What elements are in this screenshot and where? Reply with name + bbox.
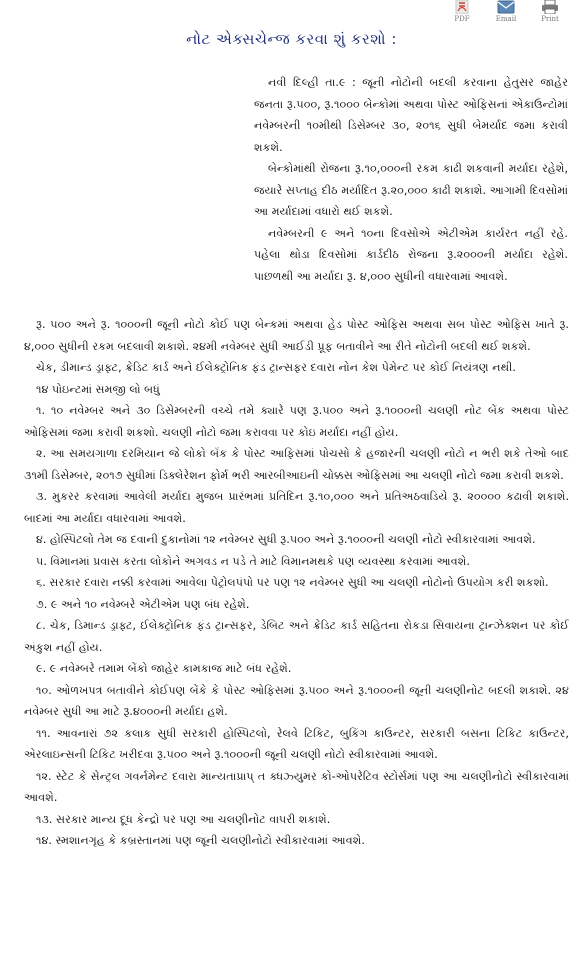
point-item: ૪. હોસ્પિટલો તેમ જ દવાની દુકાનોમાં ૧૨ નવેમ્બર સુધી રૂ.૫૦૦ અને રૂ.૧૦૦૦ની ચલણી નોટો સ્વીકારવામાં આવશે.	[36, 533, 536, 546]
email-icon	[497, 0, 515, 14]
point-item: ૮. ચેક, ડિમાન્ડ ડ્રાફ્ટ, ઈલેક્ટ્રોનિક ફંડ ટ્રાન્સફર, ડેબિટ અને ક્રેડિટ કાર્ડ સહિતના રોકડા સિવાયના ટ્રાન્ઝેક્શન પર કોઈ અંકુશ નહીં હોય.	[24, 619, 569, 654]
point-item: ૧૨. સ્ટેટ કે સેન્ટ્રલ ગવર્નમેન્ટ દવારા માન્યતાપ્રાપ્ ત ક્ધઝ્યુમર કો-ઓપરેટિવ સ્ટોર્સમાં પણ આ ચલણીનોટો સ્વીકારવામાં આવશે.	[24, 769, 569, 804]
section-heading: ૧૪ પોઇન્ટમાં સમજી લો બધું	[36, 382, 160, 396]
email-button[interactable]	[491, 0, 521, 23]
body-paragraph: ચેક, ડીમાન્ડ ડ્રાફ્ટ, ક્રેડિટ કાર્ડ અને ઈલેક્ટ્રોનિક ફંડ ટ્રાન્સફર દવારા નોન કેશ પેમેન્ટ પર કોઈ નિયંત્રણ નથી.	[36, 361, 516, 374]
body-paragraph: રૂ. ૫૦૦ અને રૂ. ૧૦૦૦ની જૂની નોટો કોઈ પણ બેન્કમાં અથવા હેડ પોસ્ટ ઓફિસ અથવા સબ પોસ્ટ ઓફિસ ખાતે રૂ. ૪,૦૦૦ સુધીની રકમ બદલાવી શકાશે. ૨૪મી નવેમ્બર સુધી આઈડી પ્રૂફ બતાવીને આ રીતે નોટોની બદલી થઈ શકશે.	[24, 318, 569, 353]
point-item: ૧૩. સરકાર માન્ય દૂધ કેન્દ્રો પર પણ આ ચલણીનોટ વાપરી શકાશે.	[36, 812, 331, 826]
article-toolbar	[447, 0, 565, 23]
print-icon	[541, 0, 559, 14]
point-item: ૭. ૯ અને ૧૦ નવેમ્બરે એટીએમ પણ બંધ રહેશે.	[36, 597, 250, 611]
point-item: ૯. ૯ નવેમ્બરે તમામ બેંકો જાહેર કામકાજ માટે બંધ રહેશે.	[36, 662, 292, 675]
print-label: Print	[541, 15, 559, 23]
pdf-button[interactable]	[447, 0, 477, 23]
point-item: ૧૪. સ્મશાનગૃહ કે કબ્રસ્તાનમાં પણ જૂની ચલણીનોટો સ્વીકારવામાં આવશે.	[36, 834, 365, 847]
point-item: ૧૧. આવનારાં ૭૨ કલાક સુધી સરકારી હોસ્પિટલો, રેલવે ટિકિટ, બુકિંગ કાઉન્ટર, સરકારી બસના ટિકિટ કાઉન્ટર, એરલાઇન્સની ટિકિટ ખરીદવા રૂ.૫૦૦ અને રૂ.૧૦૦૦ની જૂની ચલણી નોટો સ્વીકારવામાં આવશે.	[24, 726, 569, 761]
point-item: ૨. આ સમયગાળા દરમિયાન જે લોકો બૅંક કે પોસ્ટ આફિસમાં પોચસો કે હજારની ચલણી નોટો ન ભરી શકે તેઓ બાદ ૩૧મી ડિસેમ્બર, ૨૦૧૭ સુધીમાં ડિક્લેરેશન ફોર્મ ભરી આરબીઆઇની ચોક્કસ ઓફિસમાં આ ચલણી નોટો જમા કરાવી શકશે.	[24, 447, 569, 482]
point-item: ૧૦. ઓળખપત્ર બતાવીને કોઈપણ બેંકે કે પોસ્ટ ઓફિસમાં રૂ.૫૦૦ અને રૂ.૧૦૦૦ની જૂની ચલણીનોટ બદલી શકાશે. ૨૪ નવેમ્બર સુધી આ માટે રૂ.૪૦૦૦ની મર્યાદા હશે.	[24, 683, 569, 718]
point-item: ૫. વિમાનમાં પ્રવાસ કરતા લોકોને અગવડ ન પડે તે માટે વિમાનમથકે પણ વ્યવસ્થા કરવામાં આવશે.	[36, 554, 470, 568]
article-title: નોટ એક્સચેન્જ કરવા શું કરશો :	[186, 30, 397, 48]
intro-paragraph: બેન્કોમાંથી રોજના રૂ.૧૦,૦૦૦ની રકમ કાઢી શકવાની મર્યાદા રહેશે, જયારે સપ્તાહ દીઠ મર્યાદિત રૂ.૨૦,૦૦૦ કાઢી શકાશે. આગામી દિવસોમાં આ મર્યાદામાં વધારો થઈ શકશે.	[254, 162, 568, 218]
pdf-label: PDF	[454, 15, 470, 23]
point-item: ૬. સરકાર દવારા નક્કી કરવામાં આવેલા પેટ્રોલપંપો પર પણ ૧૨ નવેમ્બર સુધી આ ચલણી નોટોનો ઉપયોગ કરી શકશો.	[36, 576, 549, 589]
point-item: ૧. ૧૦ નવેમ્બર અને ૩૦ ડિસેમ્બરની વચ્ચે તમે ક્યારે પણ રૂ.૫૦૦ અને રૂ.૧૦૦૦ની ચલણી નોટ બેંક અથવા પોસ્ટ ઓફિસમાં જમા કરાવી શકશો. ચલણી નોટો જમા કરાવવા પર કોઇ મર્યાદા નહીં હોય.	[24, 404, 569, 439]
intro-paragraph: નવેમ્બરની ૯ અને ૧૦ના દિવસોએ એટીએમ કાર્યરત નહીં રહે. પહેલા થોડા દિવસોમાં કાર્ડદીઠ રોજના રૂ.૨૦૦૦ની મર્યાદા રહેશે. પાછળથી આ મર્યાદા રૂ. ૪,૦૦૦ સુધીની વધારવામાં આવશે.	[254, 226, 568, 283]
pdf-icon	[454, 0, 470, 14]
article-body	[24, 314, 569, 852]
email-label: Email	[495, 15, 517, 23]
intro-paragraph: નવી દિલ્હી તા.૯ : જૂની નોટોની બદલી કરવાના હેતુસર જાહેર જનતા રૂ.૫૦૦, રૂ.૧૦૦૦ બેન્કોમાં અથવા પોસ્ટ ઓફિસનાં એકાઉન્ટોમાં નવેમ્બરની ૧૦મીથી ડિસેમ્બર ૩૦, ૨૦૧૬ સુધી બેમર્યાદ જમા કરાવી શકશે.	[254, 76, 568, 154]
point-item: ૩. મુકરર કરવામાં આવેલી મર્યાદા મુજબ પ્રારંભમાં પ્રતિદિન રૂ.૧૦,૦૦૦ અને પ્રતિઅઠવાડિયે રૂ. ૨૦૦૦૦ કઢાવી શકાશે. બાદમાં આ મર્યાદા વધારવામાં આવશે.	[24, 490, 569, 525]
article-intro	[254, 72, 568, 287]
print-button[interactable]	[535, 0, 565, 23]
